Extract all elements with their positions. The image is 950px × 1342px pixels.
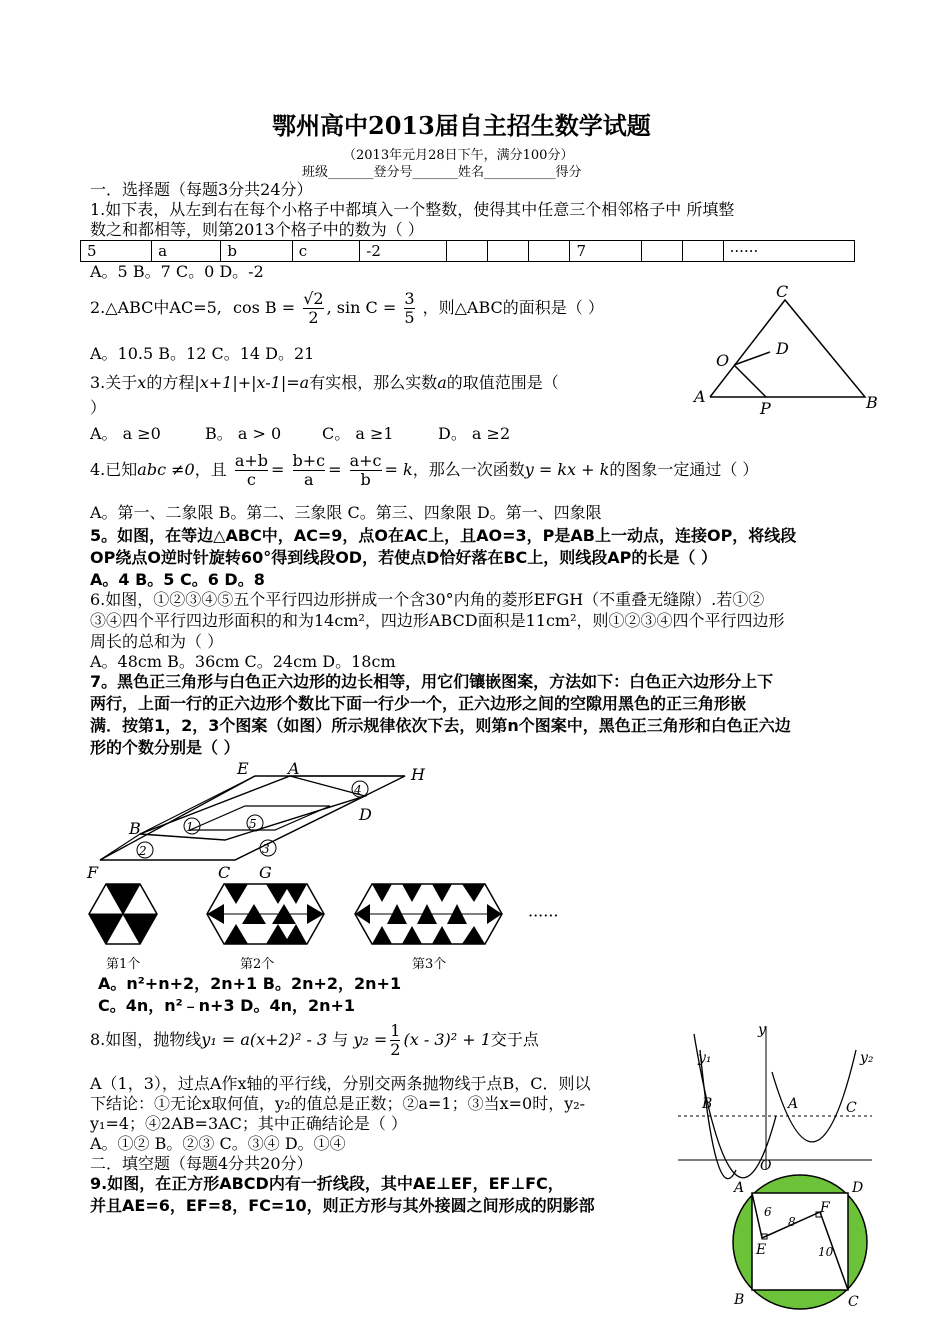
sq-label-b: B <box>734 1292 745 1308</box>
q6-line1: 6.如图，①②③④⑤五个平行四边形拼成一个含30°内角的菱形EFGH（不重叠无缝隙）.若①② <box>90 590 765 609</box>
section-1-heading: 一．选择题（每题3分共24分） <box>90 180 313 199</box>
q6-options: A。48cm B。36cm C。24cm D。18cm <box>90 652 396 671</box>
q7-line4: 形的个数分别是（ ） <box>90 738 240 757</box>
parab-label-o: O <box>760 1158 772 1174</box>
student-info-line: 班级_______登分号_______姓名___________得分 <box>302 165 582 180</box>
pattern-1 <box>88 882 158 948</box>
q6-line2: ③④四个平行四边形面积的和为14cm²，四边形ABCD面积是11cm²，则①②③④四个平行四边形 <box>90 611 785 630</box>
table-cell: c <box>292 241 360 262</box>
rh-circle-3: 3 <box>262 842 270 856</box>
q4-condition: abc ≠0 <box>137 460 195 479</box>
q2-options: A。10.5 B。12 C。14 D。21 <box>90 344 315 363</box>
q7-options-cd: C。4n，n²﹣n+3 D。4n，2n+1 <box>98 996 356 1015</box>
q3-var-x: x <box>137 373 147 392</box>
rh-label-h: H <box>411 765 425 784</box>
sq-label-f: F <box>820 1200 830 1216</box>
q3-var-a: a <box>437 373 447 392</box>
sq-len-10: 10 <box>818 1245 834 1259</box>
table-cell: 5 <box>81 241 152 262</box>
q7-line2: 两行，上面一行的正六边形个数比下面一行少一个，正六边形之间的空隙用黑色的正三角形嵌 <box>90 694 747 713</box>
q1-number-table <box>80 240 855 262</box>
q7-line3: 满．按第1，2，3个图案（如图）所示规律依次下去，则第n个图案中，黑色正三角形和白色正六边 <box>90 716 791 735</box>
pattern-2 <box>206 882 326 948</box>
q8-line2: A（1，3），过点A作x轴的平行线，分别交两条抛物线于点B，C．则以 <box>90 1074 591 1093</box>
q4-frac3 <box>350 452 382 489</box>
q2-sqrt: √2 <box>303 289 324 308</box>
rh-label-b: B <box>129 819 141 838</box>
tri-label-o: O <box>716 351 730 370</box>
q9-line1: 9.如图，在正方形ABCD内有一折线段，其中AE⊥EF，EF⊥FC， <box>90 1174 564 1193</box>
q2-stem: 2.△ABC中AC=5, cos B = $\frac{√2}{2}$ , sin C = $\frac{3}{5}$ ，则△ABC的面积是（ ） <box>90 289 604 327</box>
q2-sin-fraction <box>404 290 414 327</box>
table-cell <box>682 241 723 262</box>
table-cell <box>488 241 529 262</box>
q9-line2: 并且AE=6，EF=8，FC=10，则正方形与其外接圆之间形成的阴影部 <box>90 1196 595 1215</box>
q5-line2: OP绕点O逆时针旋转60°得到线段OD，若使点D恰好落在BC上，则线段AP的长是（ ） <box>90 548 717 567</box>
q3-option-d: D。 a ≥2 <box>438 424 511 443</box>
table-cell <box>447 241 488 262</box>
tri-label-c: C <box>776 282 789 301</box>
q3-option-a: A。 a ≥0 <box>90 424 161 443</box>
tri-label-d: D <box>776 339 789 358</box>
q4-f3-den: b <box>360 470 371 489</box>
table-cell: 7 <box>570 241 641 262</box>
page-subtitle: （2013年元月28日下午，满分100分） <box>343 148 574 163</box>
q6-line3: 周长的总和为（ ） <box>90 632 224 651</box>
square-circle-figure <box>724 1172 874 1322</box>
q2-cos-fraction <box>303 290 323 327</box>
q8-line3: 下结论：①无论x取何值，y₂的值总是正数；②a=1；③当x=0时，y₂- <box>90 1094 586 1113</box>
q8-mid: 与 <box>332 1030 349 1049</box>
q8-y2a: y₂ = <box>353 1030 388 1049</box>
parab-label-y: y <box>758 1022 766 1038</box>
q4-post2: 的图象一定通过（ ） <box>609 460 759 479</box>
q7-options-ab: A。n²+n+2，2n+1 B。2n+2，2n+1 <box>98 974 402 993</box>
q8-y2b: (x - 3)² + 1 <box>403 1030 491 1049</box>
table-cell <box>641 241 682 262</box>
sq-len-6: 6 <box>764 1205 772 1219</box>
table-cell: -2 <box>360 241 447 262</box>
q3-equation: |x+1|+|x-1|=a <box>194 373 310 392</box>
q4-f3-num: a+c <box>349 451 382 470</box>
q3-text-b: 的方程 <box>146 373 195 392</box>
pattern-1-caption: 第1个 <box>106 957 141 972</box>
sq-label-a: A <box>734 1180 745 1196</box>
pattern-3-caption: 第3个 <box>412 957 447 972</box>
parab-label-a: A <box>788 1096 799 1112</box>
q8-half-num: 1 <box>390 1021 401 1040</box>
q4-frac2 <box>293 452 326 489</box>
tri-label-p: P <box>760 399 771 418</box>
q2-pre: 2.△ABC中AC=5, <box>90 298 222 317</box>
tri-label-a: A <box>694 387 706 406</box>
sq-label-d: D <box>852 1180 864 1196</box>
q8-line4: y₁=4；④2AB=3AC；其中正确结论是（ ） <box>90 1114 408 1133</box>
parab-label-c: C <box>846 1100 857 1116</box>
q8-stem <box>90 1022 539 1059</box>
q8-y1: y₁ = a(x+2)² - 3 <box>201 1030 328 1049</box>
q4-post1: ，那么一次函数 <box>412 460 525 479</box>
q4-f1-num: a+b <box>234 451 268 470</box>
q7-line1: 7。黑色正三角形与白色正六边形的边长相等，用它们镶嵌图案，方法如下：白色正六边形分上下 <box>90 672 774 691</box>
q4-frac1 <box>235 452 268 489</box>
q4-pre: 4.已知 <box>90 460 138 479</box>
equilateral-triangle-figure <box>690 282 880 417</box>
q4-f2-den: a <box>304 470 314 489</box>
rh-label-e: E <box>237 759 249 778</box>
q2-post: ，则△ABC的面积是（ ） <box>422 298 604 317</box>
q4-function: y = kx + k <box>524 460 610 479</box>
q8-post: 交于点 <box>490 1030 539 1049</box>
tri-label-b: B <box>866 393 878 412</box>
table-cell <box>529 241 570 262</box>
rh-circle-1: 1 <box>186 820 194 834</box>
sq-len-8: 8 <box>788 1215 796 1229</box>
pattern-2-caption: 第2个 <box>240 957 275 972</box>
q4-options: A。第一、二象限 B。第二、三象限 C。第三、四象限 D。第一、四象限 <box>90 503 602 522</box>
q2-sin: sin C = <box>336 298 397 317</box>
rh-label-c: C <box>218 863 231 882</box>
rh-circle-5: 5 <box>249 817 257 831</box>
q5-line1: 5。如图，在等边△ABC中，AC=9，点O在AC上，且AO=3，P是AB上一动点，连接OP，将线段 <box>90 526 797 545</box>
q1-line1: 1.如下表，从左到右在每个小格子中都填入一个整数，使得其中任意三个相邻格子中 所填整 <box>90 200 735 219</box>
q2-cos: cos B = <box>233 298 296 317</box>
q1-options: A。5 B。7 C。0 D。-2 <box>90 262 264 281</box>
rh-circle-4: 4 <box>354 783 362 797</box>
q3-option-b: B。 a > 0 <box>205 424 282 443</box>
q4-mid: ，且 <box>194 460 227 479</box>
q2-den1: 2 <box>308 308 319 327</box>
parab-label-b: B <box>702 1096 713 1112</box>
q4-equals-k: = k <box>384 460 413 479</box>
parab-label-y2: y₂ <box>860 1050 874 1066</box>
q8-options: A。①② B。②③ C。③④ D。①④ <box>90 1134 346 1153</box>
sq-label-c: C <box>848 1294 859 1310</box>
q1-line2: 数之和都相等，则第2013个格子中的数为（ ） <box>90 220 424 239</box>
q3-line2: ） <box>90 398 107 417</box>
q4-stem: 4.已知abc ≠0，且 $\frac{a+b}{c}$ = $\frac{b+c}{a}$ = $\frac{a+c}{b}$ = k，那么一次函数y = kx + k的图象一定通过（ ） <box>90 451 759 489</box>
q2-den2: 5 <box>404 308 415 327</box>
pattern-ellipsis: ······ <box>528 906 559 925</box>
q3-option-c: C。 a ≥1 <box>322 424 394 443</box>
table-cell: b <box>221 241 292 262</box>
rh-circle-2: 2 <box>139 844 147 858</box>
q8-pre: 8.如图，抛物线 <box>90 1030 202 1049</box>
parabola-figure <box>676 1022 876 1172</box>
q4-f1-den: c <box>246 470 256 489</box>
page-title: 鄂州高中2013届自主招生数学试题 <box>272 111 651 140</box>
sq-label-e: E <box>756 1242 767 1258</box>
rhombus-figure <box>85 760 435 890</box>
table-cell: ······ <box>723 241 854 262</box>
q3-text-d: 的取值范围是（ <box>446 373 559 392</box>
q3-text-c: 有实根，那么实数 <box>309 373 438 392</box>
q5-options: A。4 B。5 C。6 D。8 <box>90 570 265 589</box>
parab-label-y1: y₁ <box>698 1050 712 1066</box>
q3-text-a: 3.关于 <box>90 373 138 392</box>
pattern-3 <box>354 882 504 948</box>
rh-label-g: G <box>259 863 272 882</box>
q3-line1 <box>90 370 559 393</box>
q8-half-den: 2 <box>390 1040 401 1059</box>
rh-label-a: A <box>288 759 300 778</box>
table-cell: a <box>152 241 221 262</box>
rh-label-f: F <box>87 863 99 882</box>
q8-half <box>390 1022 400 1059</box>
rh-label-d: D <box>359 805 372 824</box>
q4-f2-num: b+c <box>292 451 326 470</box>
section-2-heading: 二．填空题（每题4分共20分） <box>90 1154 313 1173</box>
q2-num2: 3 <box>404 289 415 308</box>
